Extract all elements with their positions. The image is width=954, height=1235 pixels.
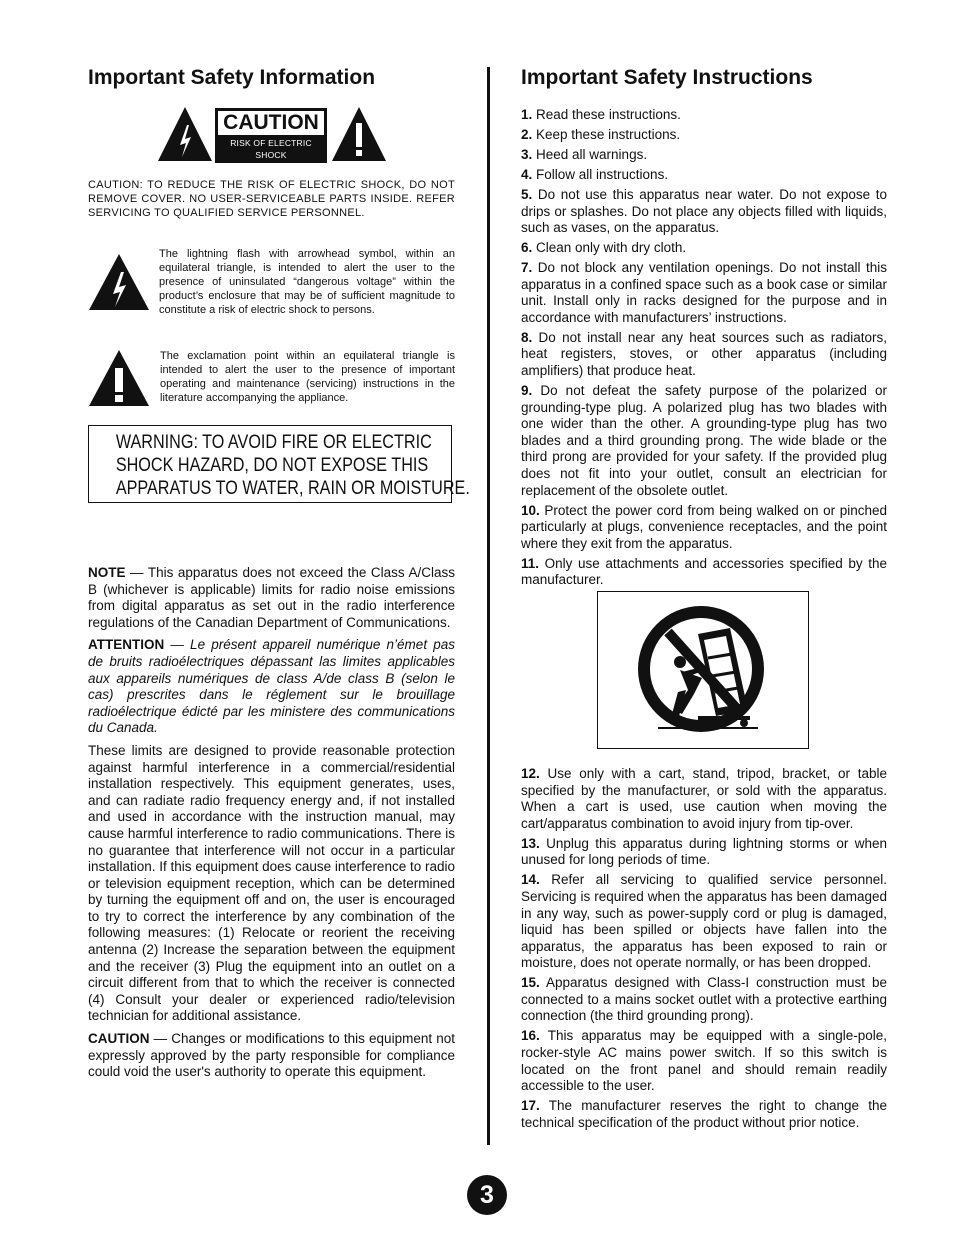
notes-section <box>88 565 455 1087</box>
lightning-triangle-icon <box>87 252 151 312</box>
attention-text: — Le présent appareil numérique n’émet pas de bruits radioélectriques dépassant las limites applicables aux appareils numériques de class A/de class B (selon le cas) prescrites dans le réglement sur le brouillage radioélectrique édicté par les ministere des communications du Canada. <box>88 637 455 736</box>
caution2-text: — Changes or modifications to this equipment not expressly approved by the party responsible for compliance could void the user's authority to operate this equipment. <box>88 1031 455 1080</box>
list-item: 17. The manufacturer reserves the right to change the technical specification of the product without prior notice. <box>521 1098 887 1130</box>
instructions-list-top <box>521 107 887 592</box>
warning-line-3: APPARATUS TO WATER, RAIN OR MOISTURE. <box>115 478 470 499</box>
list-item: 6. Clean only with dry cloth. <box>521 240 687 256</box>
cart-tip-over-warning-icon <box>598 592 807 747</box>
column-divider <box>487 67 490 1145</box>
right-title: Important Safety Instructions <box>521 66 813 89</box>
attention-label: ATTENTION <box>88 637 165 653</box>
exclamation-triangle-icon <box>87 348 151 408</box>
exclamation-explanation: The exclamation point within an equilateral triangle is intended to alert the user to the presence of important operating and maintenance (servicing) instructions in the literature accompanying the appliance. <box>160 350 455 404</box>
list-item: 5. Do not use this apparatus near water. Do not expose to drips or splashes. Do not place any objects filled with liquids, such as vases, on the apparatus. <box>521 186 887 236</box>
page-number: 3 <box>467 1175 507 1215</box>
list-item: 15. Apparatus designed with Class-I construction must be connected to a mains socket outlet with a protective earthing connection (the third grounding prong). <box>521 975 887 1024</box>
lightning-triangle-icon <box>156 105 214 163</box>
exclamation-triangle-icon <box>330 105 388 163</box>
cart-warning-frame <box>597 591 809 749</box>
warning-box <box>88 425 470 503</box>
list-item: 14. Refer all servicing to qualified service personnel. Servicing is required when the apparatus has been damaged in any way, such as power-supply cord or plug is damaged, liquid has been spilled or objects have fallen into the apparatus, the apparatus has been exposed to rain or moisture, does not operate normally, or has been dropped. <box>521 872 887 971</box>
list-item: 7. Do not block any ventilation openings. Do not install this apparatus in a confined space such as a book case or similar unit. Install only in racks designed for the purpose and in accordance with manufacturers’ instructions. <box>521 260 887 325</box>
list-item: 10. Protect the power cord from being walked on or pinched particularly at plugs, convenience receptacles, and the point where they exit from the apparatus. <box>521 502 887 551</box>
caution-label-box <box>215 108 327 172</box>
caution-sub1: RISK OF ELECTRIC SHOCK <box>230 138 312 160</box>
warning-line-2: SHOCK HAZARD, DO NOT EXPOSE THIS <box>115 455 429 476</box>
note-label: NOTE <box>88 565 126 580</box>
limits-paragraph: These limits are designed to provide reasonable protection against harmful interference in a commercial/residential installation respectively. This equipment generates, uses, and can radiate radio frequency energy and, if not installed and used in accordance with the instruction manual, may cause harmful interference to radio communications. There is no guarantee that interference will not occur in a particular installation. If this equipment does cause interference to radio or television equipment reception, which can be determined by turning the equipment off and on, the user is encouraged to try to correct the interference by any combination of the following measures: (1) Relocate or reorient the receiving antenna (2) Increase the separation between the equipment and the receiver (3) Plug the equipment into an outlet on a circuit different from that to which the receiver is connected (4) Consult your dealer or experienced radio/television technician for additional assistance. <box>88 742 455 1024</box>
note-paragraph <box>88 565 455 631</box>
list-item: 1. Read these instructions. <box>521 107 681 122</box>
instructions-list-bottom <box>521 766 887 1135</box>
list-item: 9. Do not defeat the safety purpose of the polarized or grounding-type plug. A polarized plug has two blades with one wider than the other. A grounding-type plug has two blades and a third grounding prong. The wide blade or the third prong are provided for your safety. If the provided plug does not fit into your outlet, consult an electrician for replacement of the obsolete outlet. <box>521 383 887 498</box>
list-item: 13. Unplug this apparatus during lightning storms or when unused for long periods of time. <box>521 835 887 868</box>
caution-text: CAUTION: TO REDUCE THE RISK OF ELECTRIC SHOCK, DO NOT REMOVE COVER. NO USER-SERVICEABLE PARTS INSIDE. REFER SERVICING TO QUALIFIED SERVICE PERSONNEL. <box>88 179 455 219</box>
note-text: — This apparatus does not exceed the Class A/Class B (whichever is applicable) limits for radio noise emissions from digital apparatus as set out in the radio interference regulations of the Canadian Department of Communications. <box>88 565 455 630</box>
attention-paragraph <box>88 637 455 737</box>
warning-line-1: WARNING: TO AVOID FIRE OR ELECTRIC <box>115 432 432 453</box>
list-item: 16. This apparatus may be equipped with a single-pole, rocker-style AC mains power switch. If so this switch is located on the front panel and should remain readily accessible to the user. <box>521 1028 887 1094</box>
lightning-explanation: The lightning flash with arrowhead symbol, within an equilateral triangle, is intended to alert the user to the presence of uninsulated “dangerous voltage” within the product’s enclosure that may be of sufficient magnitude to constitute a risk of electric shock to persons. <box>159 248 455 316</box>
list-item: 11. Only use attachments and accessories specified by the manufacturer. <box>521 555 887 588</box>
caution-modifications-paragraph <box>88 1031 455 1081</box>
caution-label: CAUTION <box>217 110 325 136</box>
caution2-label: CAUTION <box>88 1031 150 1047</box>
list-item: 12. Use only with a cart, stand, tripod, bracket, or table specified by the manufacturer, or sold with the apparatus. When a cart is used, use caution when moving the cart/apparatus combination to avoid injury from tip-over. <box>521 766 887 831</box>
caution-sub2: DO NOT OPEN <box>240 162 302 172</box>
list-item: 2. Keep these instructions. <box>521 126 681 142</box>
list-item: 4. Follow all instructions. <box>521 166 669 182</box>
list-item: 3. Heed all warnings. <box>521 146 648 162</box>
left-title: Important Safety Information <box>88 66 376 89</box>
list-item: 8. Do not install near any heat sources such as radiators, heat registers, stoves, or other apparatus (including amplifiers) that produce heat. <box>521 329 887 379</box>
